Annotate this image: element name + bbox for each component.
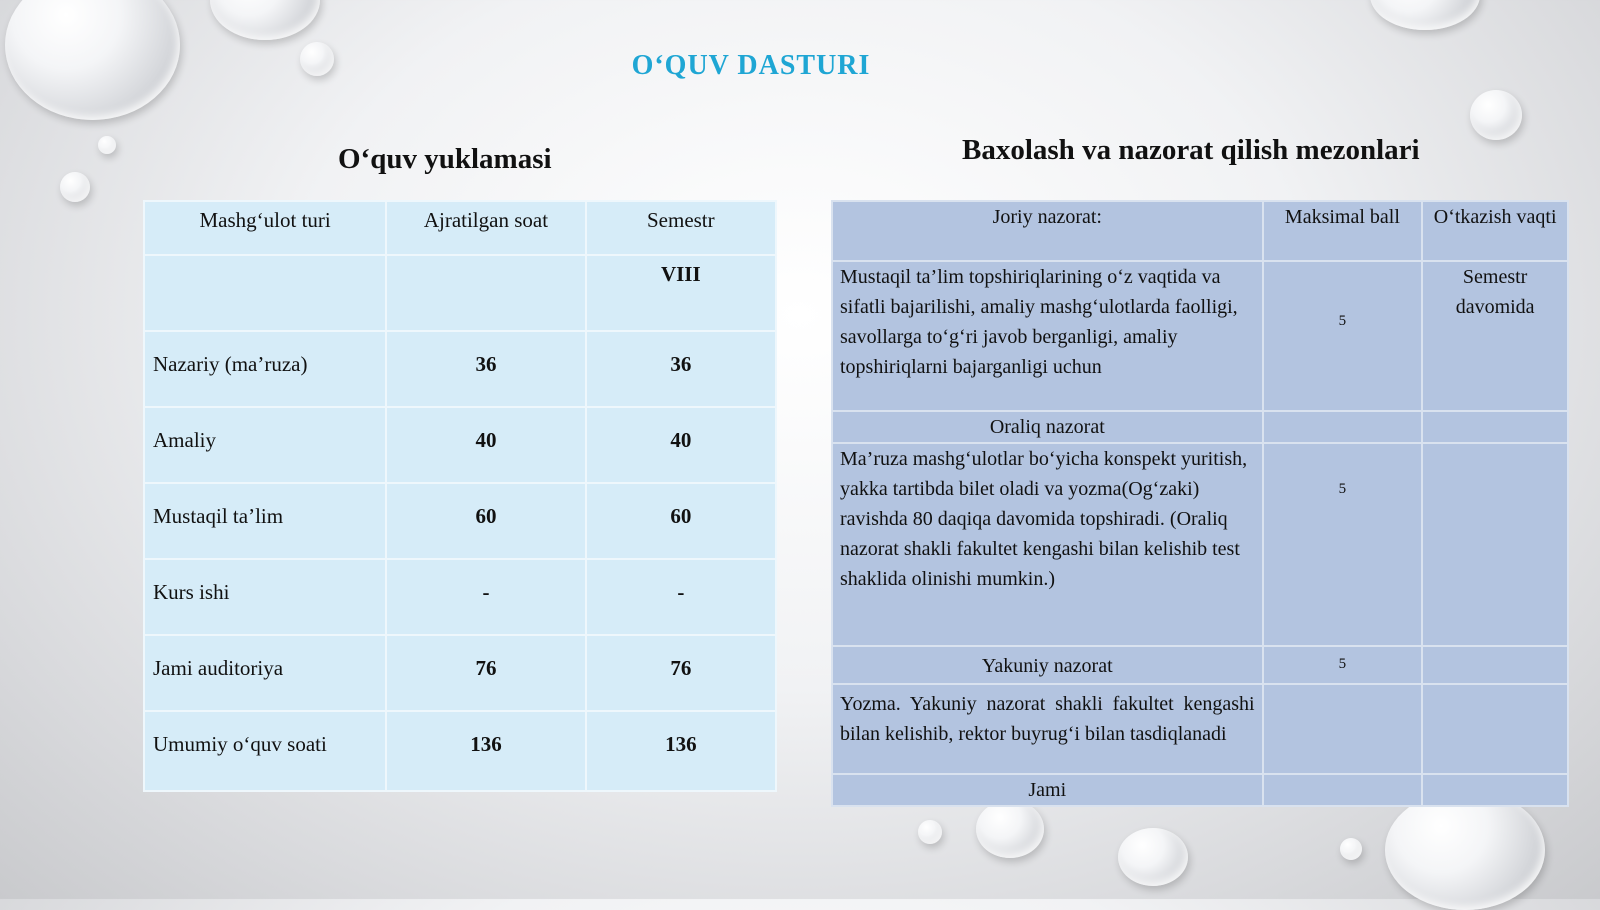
row-label: Mustaqil ta’lim	[144, 483, 386, 559]
yakuniy-max-ball: 5	[1263, 646, 1423, 684]
water-drop	[98, 136, 116, 154]
table-row	[832, 411, 1568, 443]
row-hours: 136	[386, 711, 585, 791]
water-drop	[1340, 838, 1362, 860]
row-hours: -	[386, 559, 585, 635]
oraliq-description: Ma’ruza mashg‘ulotlar bo‘yicha konspekt yuritish, yakka tartibda bilet oladi va yozma(Og‘zaki) ravishda 80 daqiqa davomida topshiradi. (Oraliq nazorat shakli fakultet kengashi bilan kelishib test shaklida olinishi mumkin.)	[832, 443, 1263, 646]
row-semester: 76	[586, 635, 776, 711]
joriy-max-ball: 5	[1263, 261, 1423, 411]
header-cell: Mashg‘ulot turi	[144, 201, 386, 255]
row-semester: -	[586, 559, 776, 635]
row-label: Nazariy (ma’ruza)	[144, 331, 386, 407]
yakuniy-label: Yakuniy nazorat	[832, 646, 1263, 684]
table-header-row	[144, 201, 776, 255]
row-label: Kurs ishi	[144, 559, 386, 635]
table-row	[144, 331, 776, 407]
row-label: Amaliy	[144, 407, 386, 483]
table-header-row	[832, 201, 1568, 261]
water-drop	[1118, 828, 1188, 886]
table-row	[144, 711, 776, 791]
table-row	[832, 443, 1568, 646]
table-row	[144, 635, 776, 711]
left-subtitle: O‘quv yuklamasi	[338, 143, 552, 175]
row-label: Jami auditoriya	[144, 635, 386, 711]
header-cell: O‘tkazish vaqti	[1422, 201, 1568, 261]
row-hours: 40	[386, 407, 585, 483]
row-hours: 36	[386, 331, 585, 407]
water-drop	[210, 0, 320, 40]
assessment-criteria-table	[831, 200, 1569, 807]
row-semester: 36	[586, 331, 776, 407]
water-drop	[918, 820, 942, 844]
oraliq-label: Oraliq nazorat	[832, 411, 1263, 443]
water-drop	[60, 172, 90, 202]
water-drop	[1470, 90, 1522, 140]
table-row	[832, 774, 1568, 806]
header-cell: Joriy nazorat:	[832, 201, 1263, 261]
joriy-description: Mustaqil ta’lim topshiriqlarining o‘z vaqtida va sifatli bajarilishi, amaliy mashg‘ulotlarda faolligi, savollarga to‘g‘ri javob berganligi, amaliy topshiriqlarni bajarganligi uchun	[832, 261, 1263, 411]
header-cell: Maksimal ball	[1263, 201, 1423, 261]
oraliq-max-ball: 5	[1263, 443, 1423, 646]
table-row	[832, 684, 1568, 774]
joriy-time: Semestr davomida	[1422, 261, 1568, 411]
row-semester: 60	[586, 483, 776, 559]
table-row	[144, 255, 776, 331]
row-label: Umumiy o‘quv soati	[144, 711, 386, 791]
water-drop	[1370, 0, 1480, 30]
header-cell: Ajratilgan soat	[386, 201, 585, 255]
jami-label: Jami	[832, 774, 1263, 806]
row-semester: 136	[586, 711, 776, 791]
table-row	[144, 407, 776, 483]
header-cell: Semestr	[586, 201, 776, 255]
table-row	[144, 483, 776, 559]
table-row	[144, 559, 776, 635]
table-row	[832, 646, 1568, 684]
row-semester: 40	[586, 407, 776, 483]
page-title: O‘QUV DASTURI	[631, 50, 871, 81]
semester-number: VIII	[586, 255, 776, 331]
yakuniy-description: Yozma. Yakuniy nazorat shakli fakultet kengashi bilan kelishib, rektor buyrug‘i bilan tasdiqlanadi	[832, 684, 1263, 774]
row-hours: 76	[386, 635, 585, 711]
water-drop	[1385, 790, 1545, 910]
water-drop	[976, 800, 1044, 858]
table-row	[832, 261, 1568, 411]
right-subtitle: Baxolash va nazorat qilish mezonlari	[962, 134, 1420, 166]
study-load-table	[143, 200, 777, 792]
row-hours: 60	[386, 483, 585, 559]
